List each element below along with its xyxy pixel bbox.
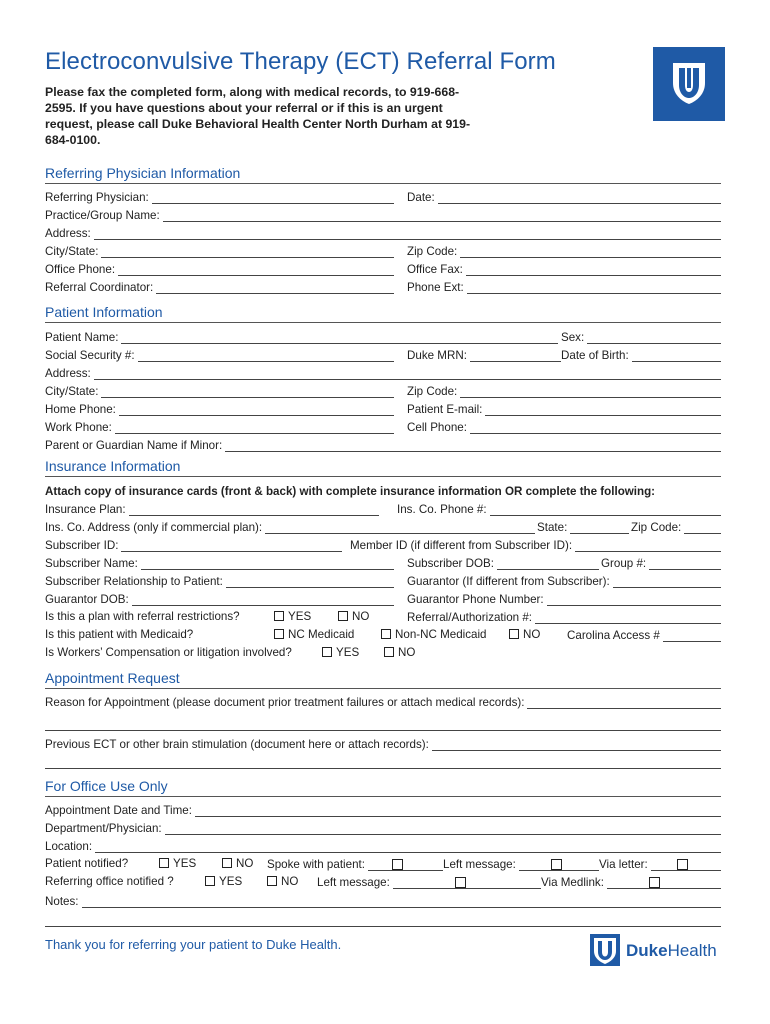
row-guardian: [45, 438, 721, 452]
restrictions-question: Is this a plan with referral restrictions?: [45, 610, 240, 623]
label: Previous ECT or other brain stimulation (document here or attach records):: [45, 738, 429, 751]
duke-health-logo: [590, 934, 730, 968]
input-line[interactable]: [195, 804, 721, 817]
label: Appointment Date and Time:: [45, 804, 192, 817]
left-message-field[interactable]: [443, 857, 599, 871]
input-line[interactable]: [570, 521, 629, 534]
appointment-datetime-field[interactable]: [45, 803, 721, 817]
label: Notes:: [45, 895, 79, 908]
office-notified-yes-option[interactable]: [205, 875, 242, 889]
medicaid-question: Is this patient with Medicaid?: [45, 628, 194, 641]
input-line[interactable]: [132, 593, 394, 606]
label: Social Security #:: [45, 349, 135, 362]
row-name-sex: [45, 330, 721, 344]
via-letter-checkbox[interactable]: [677, 859, 688, 870]
member-id-field[interactable]: [350, 538, 721, 552]
label: YES: [219, 875, 243, 888]
ssn-field[interactable]: [45, 348, 394, 362]
form-title: Electroconvulsive Therapy (ECT) Referral Form: [45, 48, 556, 75]
via-medlink-field[interactable]: [541, 875, 721, 889]
patient-address-field[interactable]: [45, 366, 721, 380]
label: Location:: [45, 840, 93, 853]
checkbox[interactable]: [222, 858, 232, 868]
label: Zip Code:: [631, 521, 682, 534]
subscriber-id-field[interactable]: [45, 538, 342, 552]
patient-email-field[interactable]: [407, 402, 721, 416]
label: City/State:: [45, 385, 99, 398]
input-line[interactable]: [118, 263, 394, 276]
guarantor-field[interactable]: [407, 574, 721, 588]
section-referring-physician: Referring Physician Information: [45, 165, 721, 184]
subscriber-dob-field[interactable]: [407, 556, 599, 570]
non-nc-medicaid-option[interactable]: [381, 628, 487, 642]
label: Via letter:: [599, 858, 648, 871]
label: State:: [537, 521, 568, 534]
notes-extra-line[interactable]: [45, 926, 721, 927]
via-medlink-checkbox[interactable]: [649, 877, 660, 888]
relationship-field[interactable]: [45, 574, 394, 588]
label: Via Medlink:: [541, 876, 604, 889]
label: Referring Physician:: [45, 191, 149, 204]
row-workers-comp: [45, 646, 721, 660]
label: Department/Physician:: [45, 822, 162, 835]
row-home-email: [45, 402, 721, 416]
patient-zip-field[interactable]: [407, 384, 721, 398]
input-line[interactable]: [663, 629, 721, 642]
reason-extra-line[interactable]: [45, 730, 721, 731]
checkbox[interactable]: [274, 611, 284, 621]
checkbox[interactable]: [322, 647, 332, 657]
nc-medicaid-option[interactable]: [274, 628, 354, 642]
previous-ect-field[interactable]: [45, 737, 721, 751]
checkbox[interactable]: [274, 629, 284, 639]
notes-field[interactable]: [45, 894, 721, 908]
ins-address-field[interactable]: [45, 520, 535, 534]
physician-zip-field[interactable]: [407, 244, 721, 258]
label: Non-NC Medicaid: [395, 628, 487, 641]
label: YES: [173, 857, 197, 870]
office-left-message-checkbox[interactable]: [455, 877, 466, 888]
input-line[interactable]: [226, 575, 394, 588]
row-address: [45, 226, 721, 240]
checkbox[interactable]: [338, 611, 348, 621]
label: Patient E-mail:: [407, 403, 483, 416]
label: Referral Coordinator:: [45, 281, 154, 294]
work-phone-field[interactable]: [45, 420, 394, 434]
group-number-field[interactable]: [601, 556, 721, 570]
row-location: [45, 839, 721, 853]
row-guarantor-dob-phone: [45, 592, 721, 606]
brand-rest: Health: [667, 941, 717, 960]
input-line[interactable]: [393, 876, 541, 889]
label: NC Medicaid: [288, 628, 355, 641]
label: City/State:: [45, 245, 99, 258]
ins-state-field[interactable]: [537, 520, 629, 534]
label: Left message:: [317, 876, 390, 889]
input-line[interactable]: [101, 385, 394, 398]
duke-mrn-field[interactable]: [407, 348, 561, 362]
input-line[interactable]: [497, 557, 599, 570]
input-line[interactable]: [129, 503, 379, 516]
patient-city-state-field[interactable]: [45, 384, 394, 398]
spoke-with-patient-field[interactable]: [267, 857, 443, 871]
label: Left message:: [443, 858, 516, 871]
office-notified-no-option[interactable]: [267, 875, 298, 889]
label: NO: [236, 857, 254, 870]
input-line[interactable]: [265, 521, 535, 534]
checkbox[interactable]: [381, 629, 391, 639]
row-department: [45, 821, 721, 835]
label: Cell Phone:: [407, 421, 467, 434]
input-line[interactable]: [651, 858, 721, 871]
input-line[interactable]: [82, 895, 721, 908]
input-line[interactable]: [94, 367, 721, 380]
guarantor-phone-field[interactable]: [407, 592, 721, 606]
label: Address:: [45, 367, 91, 380]
label: Guarantor DOB:: [45, 593, 129, 606]
input-line[interactable]: [632, 349, 721, 362]
label: Date:: [407, 191, 435, 204]
input-line[interactable]: [152, 191, 394, 204]
row-plan-phone: [45, 502, 721, 516]
label: Guarantor Phone Number:: [407, 593, 544, 606]
label: Subscriber Relationship to Patient:: [45, 575, 223, 588]
label: Zip Code:: [407, 245, 458, 258]
sex-field[interactable]: [561, 330, 721, 344]
row-city-zip: [45, 244, 721, 258]
office-phone-field[interactable]: [45, 262, 394, 276]
input-line[interactable]: [460, 245, 721, 258]
left-message-checkbox[interactable]: [551, 859, 562, 870]
input-line[interactable]: [121, 331, 558, 344]
intro-fax-number: 919-668-2595: [45, 85, 460, 115]
label: YES: [288, 610, 312, 623]
input-line[interactable]: [94, 227, 721, 240]
workers-yes-option[interactable]: [322, 646, 359, 660]
row-subscriber-name: [45, 556, 721, 570]
input-line[interactable]: [547, 593, 721, 606]
ins-phone-field[interactable]: [397, 502, 721, 516]
label: Home Phone:: [45, 403, 116, 416]
cell-phone-field[interactable]: [407, 420, 721, 434]
label: YES: [336, 646, 360, 659]
referral-auth-field[interactable]: [407, 610, 721, 624]
input-line[interactable]: [490, 503, 721, 516]
guardian-name-field[interactable]: [45, 438, 721, 452]
checkbox[interactable]: [509, 629, 519, 639]
input-line[interactable]: [527, 696, 721, 709]
row-patient-address: [45, 366, 721, 380]
medicaid-no-option[interactable]: [509, 628, 540, 642]
label: Member ID (if different from Subscriber ID):: [350, 539, 573, 552]
physician-address-field[interactable]: [45, 226, 721, 240]
input-line[interactable]: [438, 191, 721, 204]
input-line[interactable]: [613, 575, 721, 588]
restrictions-no-option[interactable]: [338, 610, 369, 624]
row-appt-datetime: [45, 803, 721, 817]
ins-zip-field[interactable]: [631, 520, 721, 534]
row-reason: [45, 695, 721, 709]
shield-icon: [671, 61, 707, 105]
via-letter-field[interactable]: [599, 857, 721, 871]
practice-group-field[interactable]: [45, 208, 721, 222]
label: Subscriber DOB:: [407, 557, 494, 570]
notified-yes-option[interactable]: [159, 857, 196, 871]
input-line[interactable]: [460, 385, 721, 398]
label: Date of Birth:: [561, 349, 629, 362]
input-line[interactable]: [470, 421, 721, 434]
label: Carolina Access #: [567, 629, 660, 642]
label: Guarantor (If different from Subscriber):: [407, 575, 610, 588]
input-line[interactable]: [432, 738, 721, 751]
row-relationship-guarantor: [45, 574, 721, 588]
input-line[interactable]: [587, 331, 721, 344]
input-line[interactable]: [225, 439, 721, 452]
label: Ins. Co. Phone #:: [397, 503, 487, 516]
row-practice: [45, 208, 721, 222]
home-phone-field[interactable]: [45, 402, 394, 416]
patient-name-field[interactable]: [45, 330, 558, 344]
input-line[interactable]: [119, 403, 394, 416]
office-fax-field[interactable]: [407, 262, 721, 276]
input-line[interactable]: [138, 349, 394, 362]
label: Spoke with patient:: [267, 858, 365, 871]
row-patient-notified: [45, 857, 721, 871]
previous-extra-line[interactable]: [45, 768, 721, 769]
label: NO: [398, 646, 416, 659]
insurance-note: Attach copy of insurance cards (front & back) with complete insurance information OR complete the following:: [45, 485, 656, 498]
label: Duke MRN:: [407, 349, 467, 362]
row-coordinator-ext: [45, 280, 721, 294]
intro-text: [45, 84, 475, 148]
label: Patient Name:: [45, 331, 119, 344]
row-subscriber-member: [45, 538, 721, 552]
row-work-cell: [45, 420, 721, 434]
brand-bold: Duke: [626, 941, 668, 960]
input-line[interactable]: [535, 611, 721, 624]
insurance-plan-field[interactable]: [45, 502, 379, 516]
row-previous-ect: [45, 737, 721, 751]
workers-no-option[interactable]: [384, 646, 415, 660]
input-line[interactable]: [115, 421, 394, 434]
input-line[interactable]: [467, 281, 721, 294]
spoke-checkbox[interactable]: [392, 859, 403, 870]
input-line[interactable]: [466, 263, 721, 276]
office-left-message-field[interactable]: [317, 875, 541, 889]
row-physician-date: [45, 190, 721, 204]
label: Zip Code:: [407, 385, 458, 398]
row-patient-city-zip: [45, 384, 721, 398]
label: Ins. Co. Address (only if commercial plan):: [45, 521, 263, 534]
row-ssn-mrn-dob: [45, 348, 721, 362]
patient-notified-question: Patient notified?: [45, 857, 129, 870]
label: Subscriber Name:: [45, 557, 138, 570]
date-field[interactable]: [407, 190, 721, 204]
label: Phone Ext:: [407, 281, 464, 294]
input-line[interactable]: [485, 403, 721, 416]
duke-shield-logo: [653, 47, 725, 121]
input-line[interactable]: [607, 876, 721, 889]
input-line[interactable]: [575, 539, 721, 552]
reason-field[interactable]: [45, 695, 721, 709]
subscriber-name-field[interactable]: [45, 556, 394, 570]
label: Sex:: [561, 331, 585, 344]
checkbox[interactable]: [159, 858, 169, 868]
label: Practice/Group Name:: [45, 209, 160, 222]
referral-coordinator-field[interactable]: [45, 280, 394, 294]
section-insurance-information: Insurance Information: [45, 458, 721, 477]
label: Insurance Plan:: [45, 503, 126, 516]
carolina-access-field[interactable]: [567, 628, 721, 642]
input-line[interactable]: [121, 539, 342, 552]
guarantor-dob-field[interactable]: [45, 592, 394, 606]
workers-comp-question: Is Workers’ Compensation or litigation involved?: [45, 646, 292, 659]
label: NO: [352, 610, 370, 623]
department-physician-field[interactable]: [45, 821, 721, 835]
label: Work Phone:: [45, 421, 112, 434]
shield-icon: [590, 934, 620, 966]
label: Referral/Authorization #:: [407, 611, 533, 624]
input-line[interactable]: [368, 858, 443, 871]
input-line[interactable]: [156, 281, 394, 294]
label: Parent or Guardian Name if Minor:: [45, 439, 223, 452]
label: Subscriber ID:: [45, 539, 119, 552]
label: Reason for Appointment (please document prior treatment failures or attach medical records):: [45, 696, 525, 709]
label: NO: [523, 628, 541, 641]
checkbox[interactable]: [384, 647, 394, 657]
input-line[interactable]: [649, 557, 721, 570]
input-line[interactable]: [101, 245, 394, 258]
checkbox[interactable]: [205, 876, 215, 886]
input-line[interactable]: [141, 557, 394, 570]
restrictions-yes-option[interactable]: [274, 610, 311, 624]
label: Office Fax:: [407, 263, 463, 276]
referring-physician-field[interactable]: [45, 190, 394, 204]
row-office-notified: [45, 875, 721, 889]
phone-ext-field[interactable]: [407, 280, 721, 294]
row-phone-fax: [45, 262, 721, 276]
input-line[interactable]: [684, 521, 721, 534]
dob-field[interactable]: [561, 348, 721, 362]
input-line[interactable]: [95, 840, 721, 853]
footer-thanks: Thank you for referring your patient to Duke Health.: [45, 937, 342, 952]
label: Office Phone:: [45, 263, 116, 276]
row-ins-address: [45, 520, 721, 534]
row-notes: [45, 894, 721, 908]
row-medicaid: [45, 628, 721, 642]
section-appointment-request: Appointment Request: [45, 670, 721, 689]
label: Address:: [45, 227, 91, 240]
label: NO: [281, 875, 299, 888]
input-line[interactable]: [470, 349, 561, 362]
label: Group #:: [601, 557, 647, 570]
brand-wordmark: [626, 941, 717, 961]
row-restrictions: [45, 610, 721, 624]
input-line[interactable]: [519, 858, 599, 871]
section-office-use: For Office Use Only: [45, 778, 721, 797]
section-patient-information: Patient Information: [45, 304, 721, 323]
checkbox[interactable]: [267, 876, 277, 886]
input-line[interactable]: [165, 822, 721, 835]
input-line[interactable]: [163, 209, 721, 222]
location-field[interactable]: [45, 839, 721, 853]
intro-part-1: Please fax the completed form, along with medical records, to: [45, 85, 407, 99]
intro-part-2: . If you have questions about your referral or if this is an urgent request, please call Duke Behavioral Health Center North Durham at 919-684-0100.: [45, 101, 471, 147]
notified-no-option[interactable]: [222, 857, 253, 871]
office-notified-question: Referring office notified ?: [45, 875, 174, 888]
physician-city-state-field[interactable]: [45, 244, 394, 258]
